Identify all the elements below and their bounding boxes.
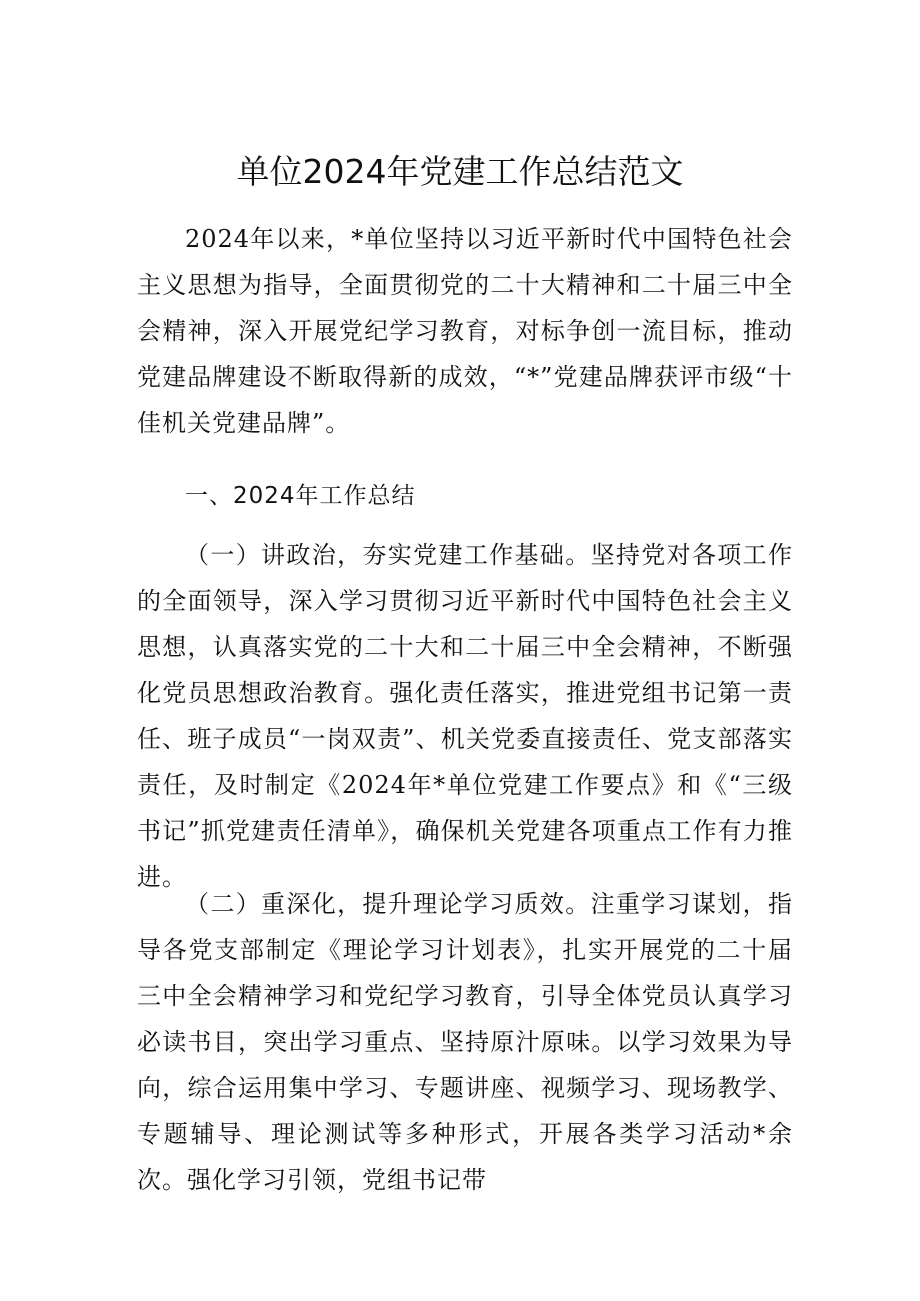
body-paragraph: （二）重深化，提升理论学习质效。注重学习谋划，指导各党支部制定《理论学习计划表》，扎实开展党的二十届三中全会精神学习和党纪学习教育，引导全体党员认真学习必读书目，突出学习重点、坚持原汁原味。以学习效果为导向，综合运用集中学习、专题讲座、视频学习、现场教学、专题辅导、理论测试等多种形式，开展各类学习活动*余次。强化学习引领，党组书记带 xyxy=(137,890,793,1194)
intro-paragraph: 2024年以来，*单位坚持以习近平新时代中国特色社会主义思想为指导，全面贯彻党的二十大精神和二十届三中全会精神，深入开展党纪学习教育，对标争创一流目标，推动党建品牌建设不断取得新的成效，“*”党建品牌获评市级“十佳机关党建品牌”。 xyxy=(137,225,793,437)
document-title: 单位2024年党建工作总结范文 xyxy=(236,152,684,191)
body-paragraph: （一）讲政治，夯实党建工作基础。坚持党对各项工作的全面领导，深入学习贯彻习近平新时代中国特色社会主义思想，认真落实党的二十大和二十届三中全会精神，不断强化党员思想政治教育。强化责任落实，推进党组书记第一责任、班子成员“一岗双责”、机关党委直接责任、党支部落实责任，及时制定《2024年*单位党建工作要点》和《“三级书记”抓党建责任清单》，确保机关党建各项重点工作有力推进。 xyxy=(137,541,793,891)
section-heading: 一、2024年工作总结 xyxy=(185,483,416,509)
